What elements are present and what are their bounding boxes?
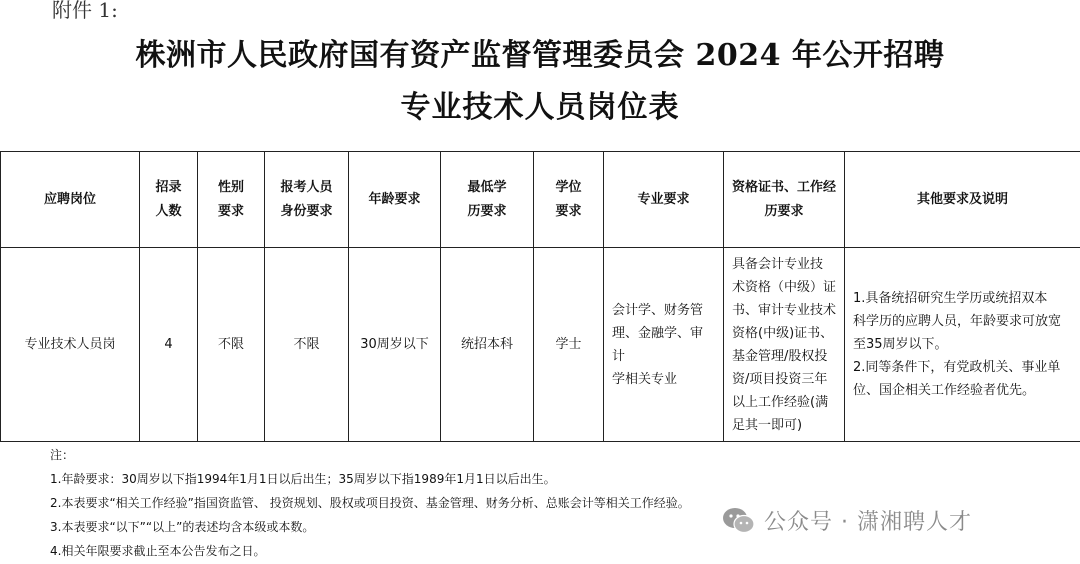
cell-degree: 学士 xyxy=(534,248,604,442)
cell-major: 会计学、财务管 理、金融学、审计 学相关专业 xyxy=(604,248,724,442)
header-education: 最低学 历要求 xyxy=(441,152,534,248)
table-header-row xyxy=(1,152,1080,248)
notes-heading: 注： xyxy=(50,448,75,462)
header-count: 招录 人数 xyxy=(140,152,198,248)
cell-other: 1.具备统招研究生学历或统招双本 科学历的应聘人员，年龄要求可放宽 至35周岁以下。 2.同等条件下，有党政机关、事业单 位、国企相关工作经验者优先。 xyxy=(845,248,1080,442)
notes-section xyxy=(50,443,690,563)
header-major: 专业要求 xyxy=(604,152,724,248)
cell-position: 专业技术人员岗 xyxy=(1,248,140,442)
cell-education: 统招本科 xyxy=(441,248,534,442)
header-identity: 报考人员 身份要求 xyxy=(265,152,349,248)
watermark-text: 公众号 · 潇湘聘人才 xyxy=(764,510,972,535)
note-item: 4.相关年限要求截止至本公告发布之日。 xyxy=(50,544,266,558)
positions-table xyxy=(0,151,1080,442)
cell-count: 4 xyxy=(140,248,198,442)
header-gender: 性别 要求 xyxy=(198,152,265,248)
cell-gender: 不限 xyxy=(198,248,265,442)
watermark xyxy=(722,505,972,536)
cell-identity: 不限 xyxy=(265,248,349,442)
document-subtitle: 专业技术人员岗位表 xyxy=(400,90,680,125)
header-qualification: 资格证书、工作经 历要求 xyxy=(724,152,845,248)
header-degree: 学位 要求 xyxy=(534,152,604,248)
note-item: 1.年龄要求：30周岁以下指1994年1月1日以后出生；35周岁以下指1989年1月1日以后出生。 xyxy=(50,472,556,486)
cell-qualification: 具备会计专业技 术资格（中级）证 书、审计专业技术 资格(中级)证书、 基金管理/股权投 资/项目投资三年 以上工作经验(满 足其一即可) xyxy=(724,248,845,442)
header-position: 应聘岗位 xyxy=(1,152,140,248)
header-other: 其他要求及说明 xyxy=(845,152,1080,248)
note-item: 2.本表要求“相关工作经验”指国资监管、 投资规划、股权或项目投资、基金管理、财务分析、总账会计等相关工作经验。 xyxy=(50,496,690,510)
document-title: 株洲市人民政府国有资产监督管理委员会 2024 年公开招聘 xyxy=(135,38,945,73)
table-row xyxy=(1,248,1080,442)
wechat-icon xyxy=(722,507,756,535)
header-age: 年龄要求 xyxy=(349,152,441,248)
attachment-label: 附件 1: xyxy=(52,0,118,22)
note-item: 3.本表要求“以下”“以上”的表述均含本级或本数。 xyxy=(50,520,315,534)
cell-age: 30周岁以下 xyxy=(349,248,441,442)
